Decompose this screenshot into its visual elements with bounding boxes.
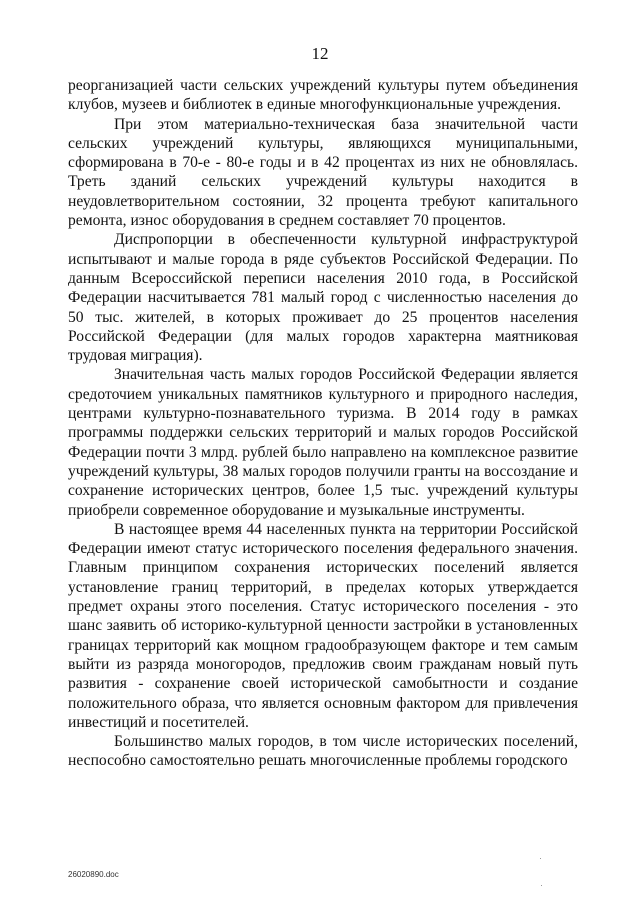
paragraph-4: Значительная часть малых городов Российской Федерации является средоточием уникальных памятников культурного и природного наследия, центрами культурно-познавательного туризма. В 2014 году в рамках программы поддержки сельских территорий и малых городов Российской Федерации почти 3 млрд. рублей было направлено на комплексное развитие учреждений культуры, 38 малых городов получили гранты на воссоздание и сохранение исторических центров, более 1,5 тыс. учреждений культуры приобрели современное оборудование и музыкальные инструменты. xyxy=(68,366,578,519)
paragraph-2: При этом материально-техническая база значительной части сельских учреждений культуры, являющихся муниципальными, сформирована в 70-е - 80-е годы и в 42 процентах из них не обновлялась. Треть зданий сельских учреждений культуры находится в неудовлетворительном состоянии, 32 процента требуют капитального ремонта, износ оборудования в среднем составляет 70 процентов. xyxy=(68,115,578,230)
paragraph-6: Большинство малых городов, в том числе исторических поселений, неспособно самостоятельно решать многочисленные проблемы городского xyxy=(68,733,578,770)
scan-speck xyxy=(540,858,541,859)
document-body xyxy=(68,76,578,771)
paragraph-1: реорганизацией части сельских учреждений культуры путем объединения клубов, музеев и библиотек в единые многофункциональные учреждения. xyxy=(68,77,578,114)
document-filename: 26020890.doc xyxy=(68,870,119,879)
page-number: 12 xyxy=(311,44,329,63)
paragraph-5: В настоящее время 44 населенных пункта на территории Российской Федерации имеют статус исторического поселения федерального значения. Главным принципом сохранения исторических поселений является установление границ территорий, в пределах которых утверждается предмет охраны этого поселения. Статус исторического поселения - это шанс заявить об историко-культурной ценности застройки в установленных границах территорий как мощном градообразующем факторе и тем самым выйти из разряда моногородов, предложив своим гражданам новый путь развития - сохранение своей исторической самобытности и создание положительного образа, что является основным фактором для привлечения инвестиций и посетителей. xyxy=(68,520,578,731)
scan-speck xyxy=(541,885,542,886)
paragraph-3: Диспропорции в обеспеченности культурной инфраструктурой испытывают и малые города в ряде субъектов Российской Федерации. По данным Всероссийской переписи населения 2010 года, в Российской Федерации насчитывается 781 малый город с численностью населения до 50 тыс. жителей, в которых проживает до 25 процентов населения Российской Федерации (для малых городов характерна маятниковая трудовая миграция). xyxy=(68,231,578,365)
